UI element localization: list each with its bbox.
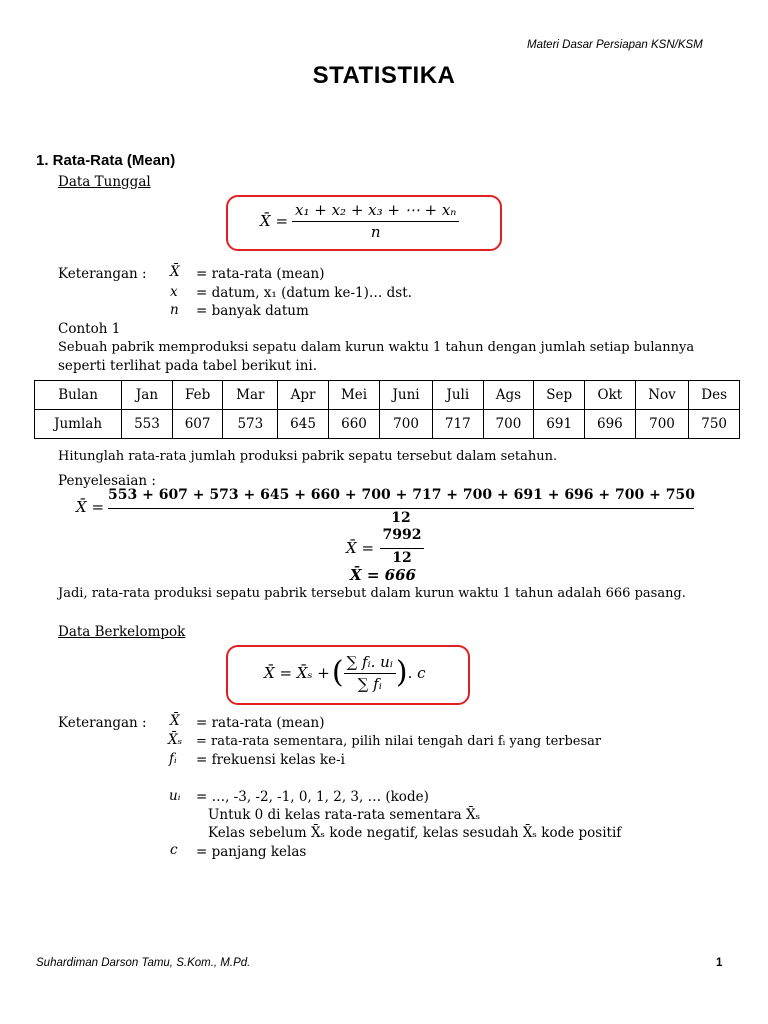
table-cell: 700 xyxy=(483,410,534,439)
page-title: STATISTIKA xyxy=(312,62,456,89)
page-number: 1 xyxy=(716,957,723,969)
keterangan-desc: = frekuensi kelas ke-i xyxy=(196,752,345,768)
formula-tail: . c xyxy=(407,664,426,682)
solution-label: Penyelesaian : xyxy=(58,473,156,489)
keterangan-desc: = panjang kelas xyxy=(196,844,307,860)
keterangan-desc: = …, -3, -2, -1, 0, 1, 2, 3, … (kode) xyxy=(196,789,429,805)
keterangan-desc: = rata-rata sementara, pilih nilai tengah dari fᵢ yang terbesar xyxy=(196,734,602,749)
table-row xyxy=(35,381,740,410)
conclusion-text: Jadi, rata-rata produksi sepatu pabrik tersebut dalam kurun waktu 1 tahun adalah 666 pasang. xyxy=(58,586,686,601)
calc-denominator: 12 xyxy=(391,510,411,526)
question-text: Hitunglah rata-rata jumlah produksi pabrik sepatu tersebut dalam setahun. xyxy=(58,449,558,464)
table-cell: Apr xyxy=(278,381,329,410)
table-cell: 750 xyxy=(689,410,740,439)
keterangan-symbol: X̄ xyxy=(170,264,180,280)
table-cell: 696 xyxy=(585,410,636,439)
keterangan-label: Keterangan : xyxy=(58,715,147,731)
footer-author: Suhardiman Darson Tamu, S.Kom., M.Pd. xyxy=(36,957,251,969)
table-cell: Juni xyxy=(380,381,433,410)
formula-lhs: X̄ = X̄ₛ + xyxy=(264,664,330,682)
keterangan-note: Kelas sebelum X̄ₛ kode negatif, kelas sesudah X̄ₛ kode positif xyxy=(208,825,622,841)
table-cell: Mar xyxy=(223,381,278,410)
table-cell: 607 xyxy=(172,410,223,439)
formula-numerator: x₁ + x₂ + x₃ + ⋯ + xₙ xyxy=(292,202,459,222)
table-cell: 691 xyxy=(534,410,585,439)
formula-lhs: X̄ = xyxy=(260,212,289,230)
calc-lhs: X̄ = xyxy=(346,539,375,557)
table-cell: Jumlah xyxy=(35,410,122,439)
subheading-data-berkelompok: Data Berkelompok xyxy=(58,624,186,640)
right-paren: ) xyxy=(395,655,408,690)
calc-numerator: 7992 xyxy=(382,527,422,543)
subheading-data-tunggal: Data Tunggal xyxy=(58,174,151,190)
keterangan-symbol: n xyxy=(170,302,179,318)
keterangan-label: Keterangan : xyxy=(58,266,147,282)
keterangan-desc: = datum, x₁ (datum ke-1)… dst. xyxy=(196,285,412,301)
section-heading: 1. Rata-Rata (Mean) xyxy=(36,152,176,169)
keterangan-symbol: X̄ xyxy=(170,713,180,729)
table-cell: Mei xyxy=(328,381,379,410)
keterangan-symbol: x xyxy=(170,284,178,300)
table-cell: 660 xyxy=(328,410,379,439)
keterangan-symbol: uᵢ xyxy=(169,788,181,804)
keterangan-note: Untuk 0 di kelas rata-rata sementara X̄ₛ xyxy=(208,807,481,823)
table-cell: 553 xyxy=(122,410,173,439)
table-cell: Jan xyxy=(122,381,173,410)
table-row xyxy=(35,410,740,439)
formula-kelompok xyxy=(264,650,426,696)
table-cell: Ags xyxy=(483,381,534,410)
keterangan-desc: = rata-rata (mean) xyxy=(196,266,325,282)
formula-tunggal xyxy=(260,201,459,241)
production-table xyxy=(34,380,740,439)
calc-result: X̄ = 666 xyxy=(350,566,416,584)
table-cell: 717 xyxy=(432,410,483,439)
table-cell: Juli xyxy=(432,381,483,410)
keterangan-desc: = banyak datum xyxy=(196,303,309,319)
keterangan-symbol: X̄ₛ xyxy=(168,732,183,748)
keterangan-symbol: c xyxy=(170,842,178,858)
fraction-line xyxy=(108,508,694,509)
table-cell: Nov xyxy=(635,381,689,410)
example-label: Contoh 1 xyxy=(58,321,121,337)
table-cell: Okt xyxy=(585,381,636,410)
calc-denominator: 12 xyxy=(392,550,412,566)
table-cell: Sep xyxy=(534,381,585,410)
table-cell: Feb xyxy=(172,381,223,410)
calc-numerator: 553 + 607 + 573 + 645 + 660 + 700 + 717 + 700 + 691 + 696 + 700 + 750 xyxy=(108,487,695,503)
calc-lhs: X̄ = xyxy=(76,498,105,516)
table-cell: 700 xyxy=(380,410,433,439)
table-cell: 573 xyxy=(223,410,278,439)
table-cell: 645 xyxy=(278,410,329,439)
keterangan-symbol: fᵢ xyxy=(169,751,177,767)
fraction-line xyxy=(380,548,424,549)
example-text: seperti terlihat pada tabel berikut ini. xyxy=(58,358,317,374)
left-paren: ( xyxy=(331,655,344,690)
table-cell: Des xyxy=(689,381,740,410)
keterangan-desc: = rata-rata (mean) xyxy=(196,715,325,731)
formula-denominator: n xyxy=(370,222,381,241)
formula-denominator: ∑ fᵢ xyxy=(357,674,382,693)
table-cell: Bulan xyxy=(35,381,122,410)
formula-numerator: ∑ fᵢ. uᵢ xyxy=(344,654,396,674)
header-note: Materi Dasar Persiapan KSN/KSM xyxy=(527,39,703,51)
example-text: Sebuah pabrik memproduksi sepatu dalam kurun waktu 1 tahun dengan jumlah setiap bulannya xyxy=(58,340,695,355)
table-cell: 700 xyxy=(635,410,689,439)
